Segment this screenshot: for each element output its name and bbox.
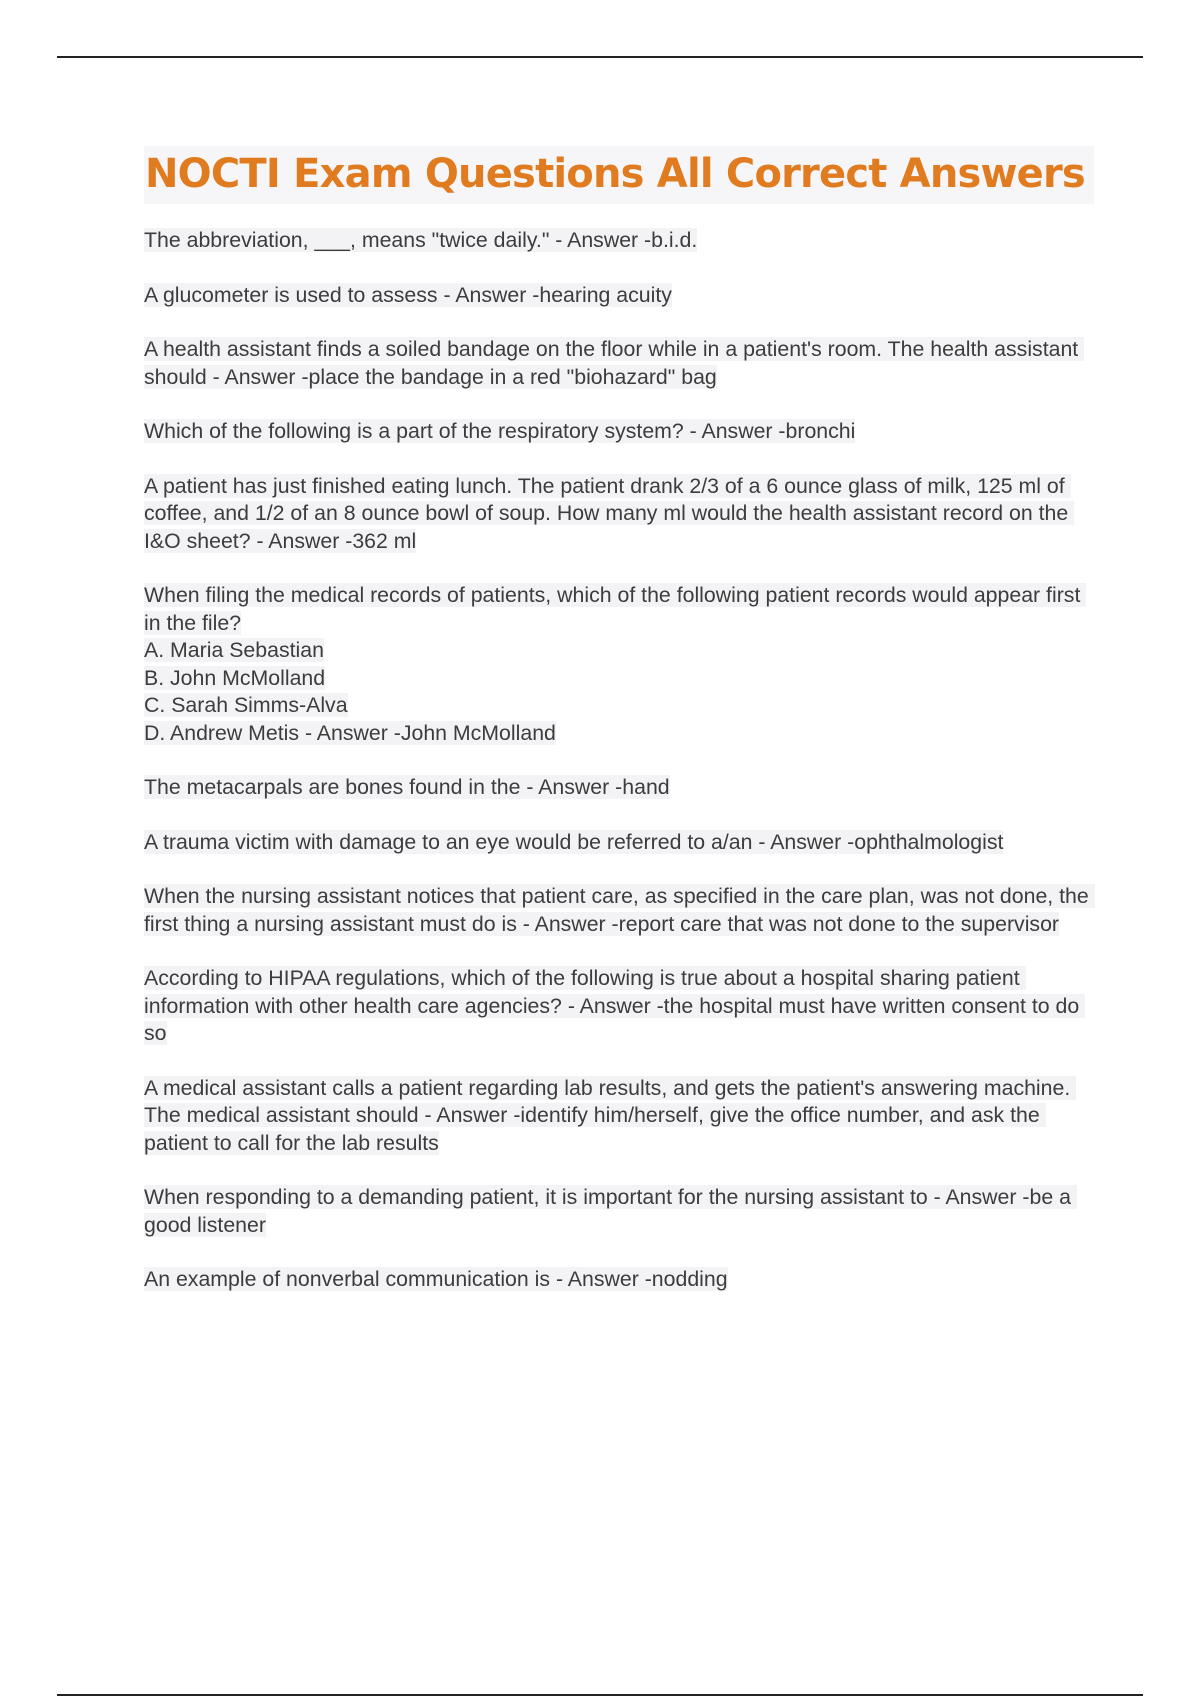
qa-item <box>144 473 1094 556</box>
qa-text: A glucometer is used to assess - Answer -hearing acuity <box>144 282 672 307</box>
answer-option-d: D. Andrew Metis - Answer -John McMolland <box>144 720 556 745</box>
qa-text: A patient has just finished eating lunch. The patient drank 2/3 of a 6 ounce glass of milk, 125 ml of coffee, and 1/2 of an 8 ounce bowl of soup. How many ml would the health assistant record on the I&O sheet? - Answer -362 ml <box>144 473 1075 553</box>
qa-text: The metacarpals are bones found in the - Answer -hand <box>144 775 670 799</box>
qa-text: A health assistant finds a soiled bandage on the floor while in a patient's room. The health assistant should - Answer -place the bandage in a red "biohazard" bag <box>144 337 1085 389</box>
footer-rule <box>57 1694 1143 1696</box>
qa-text: A medical assistant calls a patient regarding lab results, and gets the patient's answering machine. The medical assistant should - Answer -identify him/herself, give the office number, and ask the patient to call for the lab results <box>144 1075 1076 1155</box>
qa-text: When filing the medical records of patients, which of the following patient records would appear first in the file? <box>144 583 1087 635</box>
qa-text: When the nursing assistant notices that patient care, as specified in the care plan, was not done, the first thing a nursing assistant must do is - Answer -report care that was not done to the supervisor <box>144 884 1095 936</box>
document-body <box>144 146 1094 1321</box>
answer-option-b: B. John McMolland <box>144 665 326 690</box>
qa-item-multiple-choice <box>144 582 1094 747</box>
qa-text: Which of the following is a part of the respiratory system? - Answer -bronchi <box>144 419 856 443</box>
qa-item <box>144 418 1094 446</box>
qa-item <box>144 1075 1094 1158</box>
qa-text: According to HIPAA regulations, which of the following is true about a hospital sharing patient information with other health care agencies? - Answer -the hospital must have written consent to do so <box>144 966 1086 1045</box>
answer-option-a: A. Maria Sebastian <box>144 638 324 662</box>
qa-text: An example of nonverbal communication is - Answer -nodding <box>144 1267 728 1291</box>
qa-item <box>144 282 1094 310</box>
qa-item <box>144 227 1094 255</box>
qa-item <box>144 774 1094 802</box>
qa-item <box>144 829 1094 857</box>
qa-text: The abbreviation, ___, means "twice daily." - Answer -b.i.d. <box>144 228 698 252</box>
title-block <box>144 146 1094 204</box>
qa-text: When responding to a demanding patient, it is important for the nursing assistant to - Answer -be a good listener <box>144 1185 1077 1237</box>
qa-item <box>144 1184 1094 1239</box>
qa-item <box>144 883 1094 938</box>
qa-item <box>144 1266 1094 1294</box>
qa-item <box>144 965 1094 1048</box>
header-rule <box>57 56 1143 58</box>
answer-option-c: C. Sarah Simms-Alva <box>144 693 348 717</box>
qa-text: A trauma victim with damage to an eye would be referred to a/an - Answer -ophthalmologist <box>144 829 1004 854</box>
qa-item <box>144 336 1094 391</box>
document-title: NOCTI Exam Questions All Correct Answers <box>145 151 1085 197</box>
